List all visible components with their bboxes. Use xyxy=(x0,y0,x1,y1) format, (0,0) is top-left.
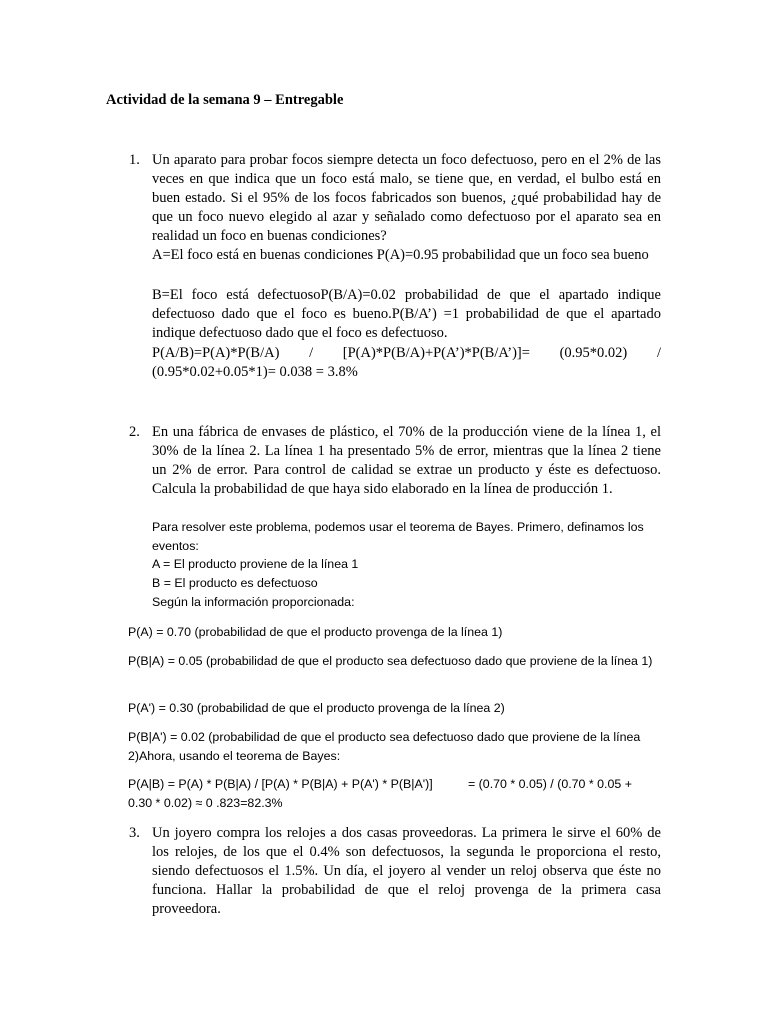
q2-bayes-left: P(A|B) = P(A) * P(B|A) / [P(A) * P(B|A) + P(A') * P(B|A')] xyxy=(128,777,433,791)
q1-formula-part2: / xyxy=(309,345,314,361)
q1-formula-line1 xyxy=(152,344,661,363)
q2-event-b: B = El producto es defectuoso xyxy=(152,576,318,590)
q2-pba-complement: P(B|A') = 0.02 (probabilidad de que el producto sea defectuoso dado que proviene de la línea 2)Ahora, usando el teorema de Bayes: xyxy=(128,730,641,763)
q2-number: 2. xyxy=(129,424,140,440)
q1-formula-line2: (0.95*0.02+0.05*1)= 0.038 = 3.8% xyxy=(152,364,358,380)
q2-bayes-right: = (0.70 * 0.05) / (0.70 * 0.05 + xyxy=(468,777,632,791)
q2-intro: Para resolver este problema, podemos usar el teorema de Bayes. Primero, definamos los eventos: xyxy=(152,520,644,553)
q1-statement: Un aparato para probar focos siempre detecta un foco defectuoso, pero en el 2% de las veces en que indica que un foco está malo, se tiene que, en verdad, el bulbo está en buen estado. Si el 95% de los focos fabricados son buenos, ¿qué probabilidad hay de que un foco nuevo elegido al azar y señalado como defectuoso por el aparato sea en realidad un foco en buenas condiciones? xyxy=(152,152,661,244)
q2-pba: P(B|A) = 0.05 (probabilidad de que el producto sea defectuoso dado que proviene de la línea 1) xyxy=(128,654,653,668)
q2-event-a: A = El producto proviene de la línea 1 xyxy=(152,557,359,571)
q1-formula-part4: (0.95*0.02) xyxy=(559,345,628,361)
q2-pa: P(A) = 0.70 (probabilidad de que el producto provenga de la línea 1) xyxy=(128,625,503,639)
q3-number: 3. xyxy=(129,825,140,841)
q2-statement: En una fábrica de envases de plástico, el 70% de la producción viene de la línea 1, el 30% de la línea 2. La línea 1 ha presentado 5% de error, mientras que la línea 2 tiene un 2% de error. Para control de calidad se extrae un producto y éste es defectuoso. Calcula la probabilidad de que haya sido elaborado en la línea de producción 1. xyxy=(152,424,661,497)
q2-bayes-line2: 0.30 * 0.02) ≈ 0 .823=82.3% xyxy=(128,796,283,810)
q1-event-b: B=El foco está defectuosoP(B/A)=0.02 probabilidad de que el apartado indique defectuoso dado que el foco es bueno.P(B/A’) =1 probabilidad de que el apartado indique defectuoso dado que el foco es defectuoso. xyxy=(152,287,661,341)
q2-bayes-line1 xyxy=(128,775,661,794)
q3-statement: Un joyero compra los relojes a dos casas proveedoras. La primera le sirve el 60% de los relojes, de los que el 0.4% son defectuosos, la segunda le proporciona el resto, siendo defectuosos el 1.5%. Un día, el joyero al vender un reloj observa que éste no funciona. Hallar la probabilidad de que el reloj provenga de la primera casa proveedora. xyxy=(152,825,661,917)
document-title: Actividad de la semana 9 – Entregable xyxy=(106,92,344,108)
q1-number: 1. xyxy=(129,152,140,168)
q2-pa-complement: P(A') = 0.30 (probabilidad de que el producto provenga de la línea 2) xyxy=(128,701,505,715)
q1-formula-part5: / xyxy=(656,345,661,361)
q1-formula-part1: P(A/B)=P(A)*P(B/A) xyxy=(152,345,280,361)
q2-info: Según la información proporcionada: xyxy=(152,595,355,609)
q1-event-a: A=El foco está en buenas condiciones P(A)=0.95 probabilidad que un foco sea bueno xyxy=(152,247,649,263)
q1-formula-part3: [P(A)*P(B/A)+P(A’)*P(B/A’)]= xyxy=(342,345,530,361)
